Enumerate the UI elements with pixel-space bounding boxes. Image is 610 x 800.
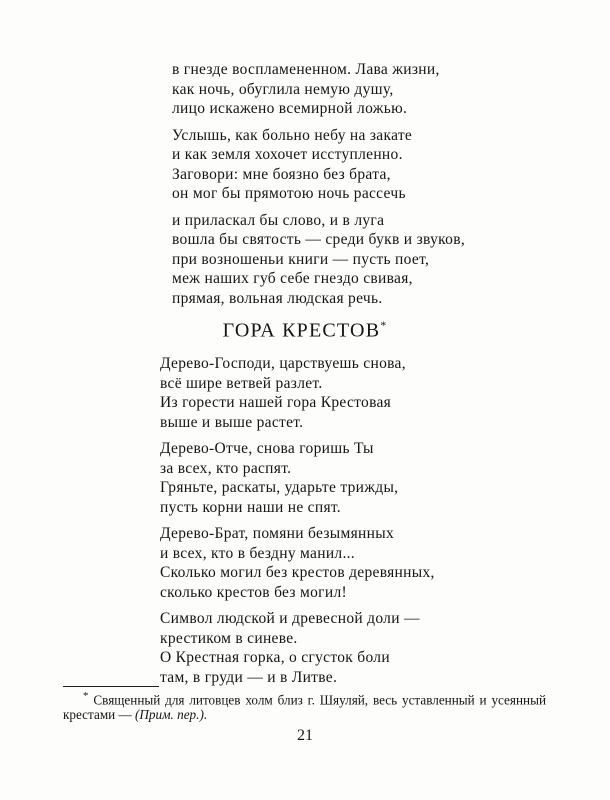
stanza (160, 609, 435, 687)
stanza (160, 524, 435, 602)
verse-line: вошла бы святость — среди букв и звуков, (172, 231, 466, 248)
verse-line: лицо искажено всемирной ложью. (172, 100, 408, 117)
poem-continuation (172, 60, 465, 315)
poem-title-text: ГОРА КРЕСТОВ (222, 319, 381, 342)
stanza (172, 211, 465, 309)
verse-line: меж наших губ себе гнездо свивая, (172, 270, 413, 287)
poem-gora-krestov (160, 354, 435, 694)
verse-line: крестиком в синеве. (160, 629, 298, 647)
stanza (160, 354, 435, 432)
verse-line: прямая, вольная людская речь. (172, 289, 383, 307)
verse-line: всё шире ветвей разлет. (160, 374, 323, 392)
verse-line: Дерево-Господи, царствуешь снова, (160, 355, 406, 372)
verse-line: Дерево-Отче, снова горишь Ты (160, 440, 374, 457)
verse-line: за всех, кто распят. (160, 459, 292, 477)
verse-line: Из горести нашей гора Крестовая (160, 394, 392, 411)
footnote-translator-note: (Прим. пер.). (135, 707, 208, 723)
footnote-text: Священный для литовцев холм близ г. Шяуляй, весь уставленный и усеянный крестами — (63, 692, 547, 723)
verse-line: сколько крестов без могил! (160, 583, 347, 601)
stanza (172, 126, 465, 204)
verse-line: в гнезде воспламененном. Лава жизни, (172, 61, 440, 78)
verse-line: и всех, кто в бездну манил... (160, 544, 355, 562)
page-number: 21 (297, 727, 313, 744)
verse-line: и как земля хохочет исступленно. (172, 146, 403, 163)
verse-line: пусть корни наши не спят. (160, 498, 341, 516)
verse-line: выше и выше растет. (160, 413, 304, 431)
verse-line: при возношеньи книги — пусть поет, (172, 250, 430, 268)
verse-line: Сколько могил без крестов деревянных, (160, 564, 435, 581)
verse-line: он мог бы прямотою ночь рассечь (172, 185, 406, 202)
footnote (63, 689, 546, 722)
verse-line: там, в груди — и в Литве. (160, 668, 338, 686)
verse-line: О Крестная горка, о сгусток боли (160, 649, 390, 666)
verse-line: Символ людской и древесной доли — (160, 610, 420, 627)
verse-line: как ночь, обуглила немую душу, (172, 80, 394, 98)
poem-title (0, 318, 610, 343)
footnote-marker: * (380, 318, 388, 332)
footnote-rule (63, 686, 159, 687)
verse-line: Услышь, как больно небу на закате (172, 126, 413, 144)
stanza (172, 60, 465, 119)
verse-line: Гряньте, раскаты, ударьте трижды, (160, 479, 399, 496)
footnote-mark: * (83, 690, 89, 702)
verse-line: Дерево-Брат, помяни безымянных (160, 525, 395, 542)
verse-line: и приласкал бы слово, и в луга (172, 211, 385, 229)
stanza (160, 439, 435, 517)
verse-line: Заговори: мне боязно без брата, (172, 165, 391, 183)
